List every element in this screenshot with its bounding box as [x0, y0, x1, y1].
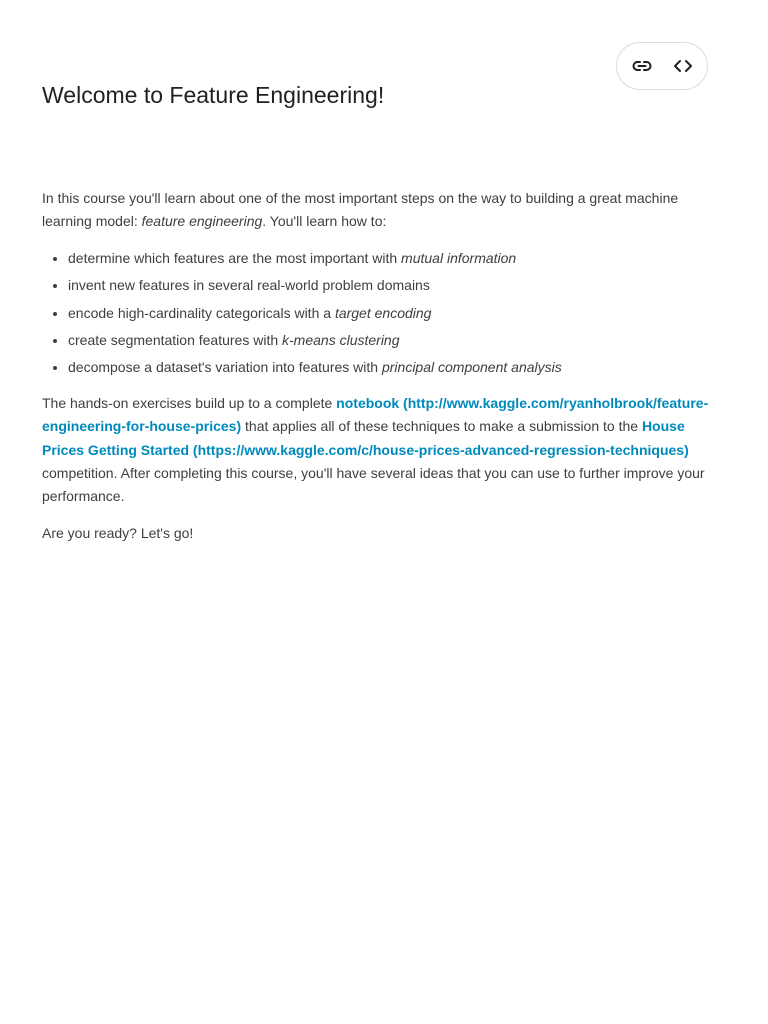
page-title: Welcome to Feature Engineering! — [42, 82, 385, 108]
intro-text-before: In this course you'll learn about one of the most important steps on the way to building a great machine learning model: — [42, 190, 679, 230]
list-item-text: encode high-cardinality categoricals with a — [68, 304, 335, 321]
list-item-emphasis: principal component analysis — [381, 359, 562, 376]
list-item — [68, 329, 722, 352]
list-item-text: create segmentation features with — [68, 332, 283, 349]
list-item-emphasis: k-means clustering — [282, 332, 400, 349]
list-item — [68, 274, 722, 297]
intro-paragraph — [42, 187, 722, 234]
intro-text-after: . You'll learn how to: — [262, 213, 387, 230]
notebook-link[interactable]: notebook (http://www.kaggle.com/ryanholbrook/feature-engineering-for-house-prices) — [42, 394, 709, 435]
objectives-list — [42, 247, 722, 380]
exercises-text-2: that applies all of these techniques to make a submission to the — [241, 418, 642, 435]
intro-emphasis: feature engineering — [141, 213, 263, 230]
list-item — [68, 302, 722, 325]
exercises-text-1: The hands-on exercises build up to a complete — [42, 394, 337, 411]
lesson-content — [42, 187, 722, 545]
embed-code-button[interactable] — [663, 46, 703, 86]
list-item — [68, 356, 722, 379]
list-item-text: determine which features are the most important with — [68, 249, 402, 266]
link-icon — [630, 54, 654, 78]
closing-paragraph: Are you ready? Let's go! — [42, 524, 194, 541]
code-icon — [671, 54, 695, 78]
competition-link[interactable]: House Prices Getting Started (https://www.kaggle.com/c/house-prices-advanced-regression-techniques) — [42, 418, 689, 458]
list-item-emphasis: mutual information — [401, 249, 517, 266]
list-item — [68, 247, 722, 270]
list-item-emphasis: target encoding — [334, 304, 432, 321]
share-actions — [616, 42, 708, 90]
list-item-text: invent new features in several real-world problem domains — [68, 277, 430, 294]
exercises-paragraph — [42, 392, 722, 509]
exercises-text-3: competition. After completing this course, you'll have several ideas that you can use to further improve your performance. — [42, 465, 705, 505]
list-item-text: decompose a dataset's variation into features with — [68, 359, 382, 376]
copy-link-button[interactable] — [622, 46, 662, 86]
